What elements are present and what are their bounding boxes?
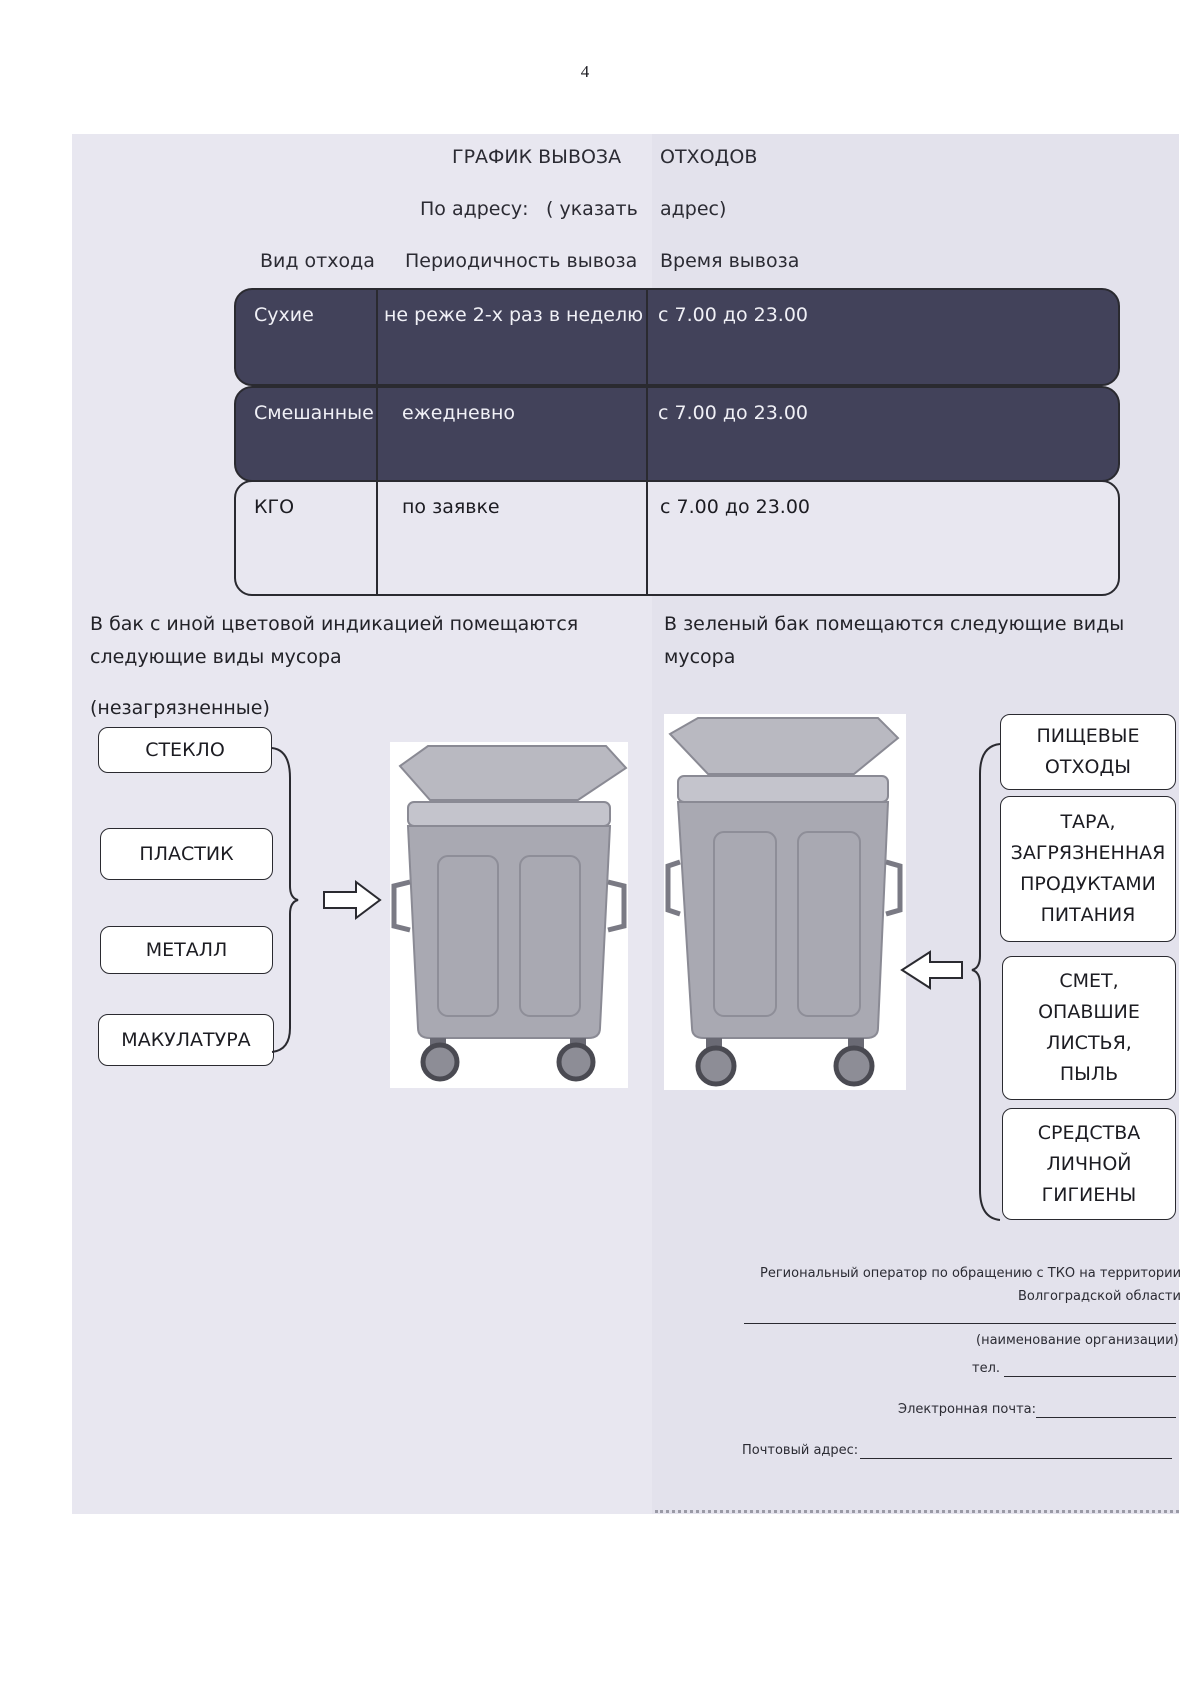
org-caption: (наименование организации)	[976, 1333, 1179, 1348]
left-intro-line2: следующие виды мусора	[90, 646, 342, 668]
org-name-blank	[744, 1323, 1176, 1324]
row-frequency: не реже 2-х раз в неделю	[384, 304, 644, 326]
right-intro: В зеленый бак помещаются следующие виды мусора	[664, 613, 1125, 668]
panel-bottom-dotted-edge	[655, 1510, 1179, 1513]
operator-line1: Региональный оператор по обращению с ТКО на территории	[760, 1266, 1182, 1281]
left-intro-line1: В бак с иной цветовой индикацией помещаются	[90, 613, 579, 635]
label-text: ПЛАСТИК	[139, 842, 234, 865]
waste-bin-icon	[390, 742, 628, 1088]
column-divider	[646, 388, 648, 480]
label-sweepings-leaves-dust	[1002, 956, 1176, 1100]
label-text: МАКУЛАТУРА	[121, 1028, 251, 1051]
left-note: (незагрязненные)	[90, 697, 270, 719]
operator-line2: Волгоградской области	[1018, 1289, 1181, 1304]
title-part2: ОТХОДОВ	[660, 146, 758, 168]
email-blank	[1036, 1417, 1176, 1418]
column-divider	[376, 290, 378, 384]
label-text: СРЕДСТВА ЛИЧНОЙ ГИГИЕНЫ	[1037, 1121, 1141, 1206]
right-bin-image	[664, 714, 906, 1090]
column-divider	[646, 290, 648, 384]
row-waste-type: КГО	[254, 496, 295, 518]
schedule-row-bulky	[234, 480, 1120, 596]
left-bracket-arrow-icon	[268, 738, 388, 1058]
label-plastic	[100, 828, 273, 880]
column-divider	[646, 482, 648, 594]
column-divider	[376, 388, 378, 480]
left-bin-image	[390, 742, 628, 1088]
schedule-row-dry	[234, 288, 1120, 386]
title-part1: ГРАФИК ВЫВОЗА	[452, 146, 622, 168]
row-frequency: ежедневно	[402, 402, 515, 424]
row-time: с 7.00 до 23.00	[660, 496, 811, 518]
row-frequency: по заявке	[402, 496, 500, 518]
label-text: СМЕТ, ОПАВШИЕ ЛИСТЬЯ, ПЫЛЬ	[1038, 970, 1140, 1085]
column-header-type: Вид отхода	[260, 250, 375, 272]
label-paper	[98, 1014, 274, 1066]
address-placeholder-open: ( указать	[546, 198, 638, 220]
email-label: Электронная почта:	[898, 1402, 1036, 1417]
right-bracket-arrow-icon	[896, 740, 1006, 1226]
page-number: 4	[580, 62, 590, 81]
phone-blank	[1004, 1376, 1176, 1377]
phone-label: тел.	[972, 1361, 1001, 1376]
address-placeholder-close: адрес)	[660, 198, 727, 220]
column-header-frequency: Периодичность вывоза	[405, 250, 638, 272]
waste-bin-icon	[664, 714, 906, 1090]
row-time: с 7.00 до 23.00	[658, 402, 809, 424]
row-waste-type: Сухие	[254, 304, 314, 326]
label-text: ПИЩЕВЫЕ ОТХОДЫ	[1036, 725, 1140, 778]
schedule-row-mixed	[234, 386, 1120, 482]
label-text: СТЕКЛО	[145, 738, 225, 761]
postal-label: Почтовый адрес:	[742, 1443, 859, 1458]
label-text: ТАРА, ЗАГРЯЗНЕННАЯ ПРОДУКТАМИ ПИТАНИЯ	[1010, 811, 1166, 926]
label-text: МЕТАЛЛ	[145, 938, 228, 961]
postal-blank	[860, 1458, 1172, 1459]
column-divider	[376, 482, 378, 594]
row-waste-type: Смешанные	[254, 402, 374, 424]
row-time: с 7.00 до 23.00	[658, 304, 809, 326]
label-hygiene-products	[1002, 1108, 1176, 1220]
label-soiled-packaging	[1000, 796, 1176, 942]
column-header-time: Время вывоза	[660, 250, 800, 272]
label-glass	[98, 727, 272, 773]
address-label: По адресу:	[420, 198, 529, 220]
label-metal	[100, 926, 273, 974]
label-food-waste	[1000, 714, 1176, 790]
